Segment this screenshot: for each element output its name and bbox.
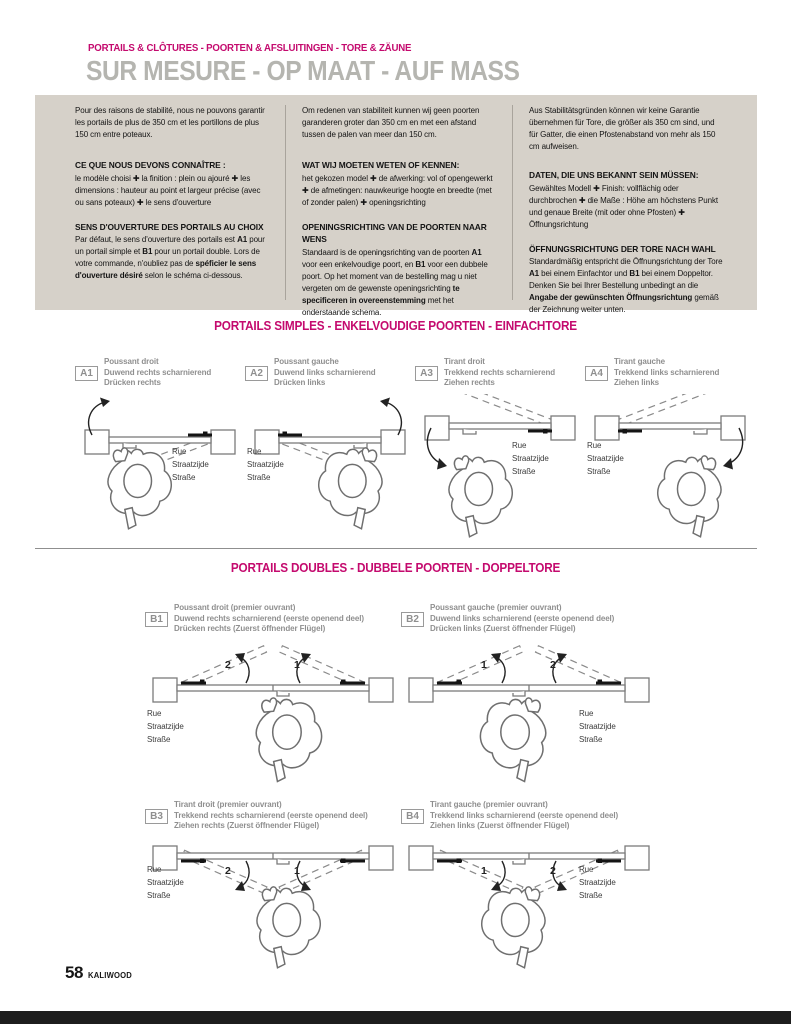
- direction-section: [529, 243, 723, 317]
- gate-post-left: [153, 678, 177, 702]
- street-side-label: Rue Straatzijde Straße: [172, 447, 209, 482]
- gate-closed: [153, 846, 393, 870]
- gate-bar: [279, 437, 381, 443]
- gate-item-header: [415, 352, 585, 394]
- street-side-label: Rue Straatzijde Straße: [512, 441, 549, 476]
- direction-section: [75, 221, 269, 283]
- gate-item-labels: Poussant droit Duwend rechts scharnierend Drücken rechts: [104, 356, 212, 388]
- person-figure: [482, 887, 545, 968]
- gate-item-labels: Tirant droit (premier ouvrant) Trekkend rechts scharnierend (eerste openend deel) Ziehen rechts (Zuerst öffnender Flügel): [174, 799, 368, 831]
- person-figure: [449, 456, 512, 537]
- person-figure: [480, 698, 545, 782]
- gate-post-right: [409, 678, 433, 702]
- gate-diagram-b2: [401, 640, 657, 790]
- leaf-order-number: 1: [481, 659, 487, 671]
- single-gates-row: [75, 352, 755, 544]
- gate-item-header: [401, 795, 657, 837]
- gate-item-header: [145, 795, 401, 837]
- gate-code-badge: B1: [145, 612, 168, 627]
- person-figure: [319, 448, 382, 529]
- section-title: OPENINGSRICHTING VAN DE POORTEN NAAR WENS: [302, 221, 487, 245]
- latch: [463, 429, 476, 434]
- gate-item-header: [585, 352, 755, 394]
- gate-item-labels: Tirant gauche (premier ouvrant) Trekkend links scharnierend (eerste openend deel) Ziehen links (Zuerst öffnender Flügel): [430, 799, 619, 831]
- gate-post-right: [369, 678, 393, 702]
- know-section: [75, 159, 269, 209]
- section-title: CE QUE NOUS DEVONS CONNAÎTRE :: [75, 160, 226, 170]
- street-side-label: Rue Straatzijde Straße: [147, 865, 184, 900]
- street-side-label: Rue Straatzijde Straße: [247, 447, 284, 482]
- section-body: Standardmäßig entspricht die Öffnungsrichtung der Tore A1 bei einem Einfachtor und B1 bei einem Doppeltor. Denken Sie bei Ihrer Bestellung unbedingt an die Angabe der gewünschten Öffnungsrichtung gemäß der Zeichnung weiter unten.: [529, 257, 723, 315]
- hinge-marker: [278, 432, 302, 437]
- leaf-order-number: 1: [294, 865, 300, 877]
- gate-code-badge: A4: [585, 366, 608, 381]
- gate-drawing: [401, 640, 657, 790]
- gate-code-badge: A3: [415, 366, 438, 381]
- gate-post-right: [409, 846, 433, 870]
- leaf-order-number: 2: [225, 659, 231, 671]
- gate-closed: [425, 416, 575, 440]
- intro-paragraph: Aus Stabilitätsgründen können wir keine Garantie übernehmen für Tore, die größer als 350 cm sind, und für Gatter, die einen Pfostenabstand von mehr als 150 cm aufweisen.: [529, 106, 716, 151]
- section-body: Standaard is de openingsrichting van de poorten A1 voor een enkelvoudige poort, en B1 voor een dubbele poort. Op het moment van de bestelling mag u niet vergeten om de gewenste openingsrichting te specificeren in overeenstemming met het onderstaande schema.: [302, 247, 488, 317]
- section-body: het gekozen model ✚ de afwerking: vol of opengewerkt ✚ de afmetingen: nauwkeurige hoogte en breedte (met of zonder palen) ✚ openingsrichting: [302, 173, 493, 207]
- section-title-simple-gates: PORTAILS SIMPLES - ENKELVOUDIGE POORTEN - EINFACHTORE: [214, 319, 577, 333]
- person-figure: [108, 448, 171, 529]
- gate-code-badge: B3: [145, 809, 168, 824]
- gate-bar: [109, 437, 211, 443]
- latch: [277, 691, 289, 696]
- gate-item-labels: Tirant droit Trekkend rechts scharnierend Ziehen rechts: [444, 356, 556, 388]
- gate-diagram-a2: [245, 394, 415, 544]
- leaf-order-number: 1: [294, 659, 300, 671]
- gate-post-left: [625, 846, 649, 870]
- street-side-label: Rue Straatzijde Straße: [587, 441, 624, 476]
- street-side-label: Rue Straatzijde Straße: [147, 709, 184, 744]
- leaf-order-number: 2: [550, 659, 556, 671]
- hinge-marker: [188, 432, 212, 437]
- section-title: WAT WIJ MOETEN WETEN OF KENNEN:: [302, 160, 460, 170]
- gate-bar: [449, 423, 551, 429]
- section-title: SENS D'OUVERTURE DES PORTAILS AU CHOIX: [75, 221, 264, 232]
- gate-item-header: [145, 598, 401, 640]
- gate-bar: [619, 423, 721, 429]
- hinge-markers: [437, 680, 621, 685]
- gate-item-a4: [585, 352, 755, 544]
- info-column-nl: [285, 105, 512, 317]
- gate-drawing: [145, 837, 401, 977]
- gate-item-header: [401, 598, 657, 640]
- gate-diagram-b1: [145, 640, 401, 790]
- gate-item-labels: Poussant gauche (premier ouvrant) Duwend links scharnierend (eerste openend deel) Drücken links (Zuerst öffnender Flügel): [430, 602, 615, 634]
- gate-code-badge: A1: [75, 366, 98, 381]
- gate-item-a3: [415, 352, 585, 544]
- section-body: le modèle choisi ✚ la finition : plein ou ajouré ✚ les dimensions : hauteur au point et largeur précise (avec ou sans poteaux) ✚ le sens d'ouverture: [75, 173, 261, 207]
- direction-section: [302, 221, 496, 319]
- latch: [277, 859, 289, 864]
- person-figure: [658, 456, 721, 537]
- gate-closed: [595, 416, 745, 440]
- gate-post-right: [369, 846, 393, 870]
- info-column-de: [512, 105, 757, 315]
- person-figure: [257, 887, 320, 968]
- gate-item-b4: [401, 795, 657, 982]
- street-side-label: Rue Straatzijde Straße: [579, 709, 616, 744]
- double-gates-row-pull: [145, 795, 657, 982]
- gate-item-b3: [145, 795, 401, 982]
- hinge-marker: [528, 429, 552, 434]
- section-body: Par défaut, le sens d'ouverture des portails est A1 pour un portail simple et B1 pour un portail double. Lors de votre commande, n'oubliez pas de spéficier le sens d'ouverture désiré selon le schéma ci-dessous.: [75, 235, 265, 281]
- section-body: Gewähltes Modell ✚ Finish: vollflächig oder durchbrochen ✚ die Maße : Höhe am höchstens Punkt und genaue Breite (mit oder ohne Pfosten) ✚ Öffnungsrichtung: [529, 183, 719, 229]
- gate-diagram-a4: [585, 394, 755, 544]
- know-section: [529, 169, 723, 231]
- latch: [694, 429, 707, 434]
- info-panel: [35, 95, 757, 317]
- gate-diagram-a3: [415, 394, 585, 544]
- hinge-markers: [181, 680, 365, 685]
- hinge-marker: [618, 429, 642, 434]
- section-title: DATEN, DIE UNS BEKANNT SEIN MÜSSEN:: [529, 170, 699, 180]
- info-column-fr: [35, 105, 285, 300]
- street-side-label: Rue Straatzijde Straße: [579, 865, 616, 900]
- gate-post-right: [595, 416, 619, 440]
- category-title: PORTAILS & CLÔTURES - POORTEN & AFSLUITINGEN - TORE & ZÄUNE: [88, 42, 412, 54]
- know-section: [302, 159, 496, 209]
- gate-closed: [85, 430, 235, 454]
- bottom-bar: [0, 1011, 791, 1024]
- gate-diagram-a1: [75, 394, 245, 544]
- intro-paragraph: Om redenen van stabiliteit kunnen wij geen poorten garanderen groter dan 350 cm en met een afstand tussen de palen van meer dan 150 cm.: [302, 106, 480, 139]
- page-footer: [65, 963, 137, 983]
- gate-post-left: [625, 678, 649, 702]
- gate-item-a1: [75, 352, 245, 544]
- gate-item-labels: Tirant gauche Trekkend links scharnierend Ziehen links: [614, 356, 720, 388]
- gate-item-labels: Poussant droit (premier ouvrant) Duwend rechts scharnierend (eerste openend deel) Drücken rechts (Zuerst öffnender Flügel): [174, 602, 364, 634]
- gate-post-right: [211, 430, 235, 454]
- gate-item-b2: [401, 598, 657, 790]
- gate-drawing: [401, 837, 657, 977]
- gate-item-a2: [245, 352, 415, 544]
- gate-item-header: [75, 352, 245, 394]
- page-title: SUR MESURE - OP MAAT - AUF MASS: [86, 55, 520, 86]
- leaf-order-number: 1: [481, 865, 487, 877]
- gate-item-b1: [145, 598, 401, 790]
- brand-name: KALIWOOD: [87, 970, 132, 980]
- person-figure: [256, 698, 321, 782]
- gate-item-header: [245, 352, 415, 394]
- latch: [513, 691, 525, 696]
- gate-drawing: [415, 394, 585, 544]
- gate-code-badge: B2: [401, 612, 424, 627]
- gate-code-badge: B4: [401, 809, 424, 824]
- section-title-double-gates: PORTAILS DOUBLES - DUBBELE POORTEN - DOPPELTORE: [230, 561, 561, 575]
- gate-item-labels: Poussant gauche Duwend links scharnierend Drücken links: [274, 356, 376, 388]
- gate-code-badge: A2: [245, 366, 268, 381]
- double-gates-row-push: [145, 598, 657, 790]
- gate-post-left: [381, 430, 405, 454]
- intro-paragraph: Pour des raisons de stabilité, nous ne pouvons garantir les portails de plus de 350 cm et les portillons de plus 150 cm entre poteaux.: [75, 106, 265, 139]
- section-title: ÖFFNUNGSRICHTUNG DER TORE NACH WAHL: [529, 243, 716, 254]
- gate-drawing: [75, 394, 245, 544]
- section-divider: [35, 548, 757, 549]
- gate-post-left: [85, 430, 109, 454]
- latch: [513, 859, 525, 864]
- leaf-order-number: 2: [225, 865, 231, 877]
- gate-post-right: [551, 416, 575, 440]
- gate-diagram-b4: [401, 837, 657, 982]
- leaf-order-number: 2: [550, 865, 556, 877]
- page-number: 58: [65, 963, 83, 982]
- gate-diagram-b3: [145, 837, 401, 982]
